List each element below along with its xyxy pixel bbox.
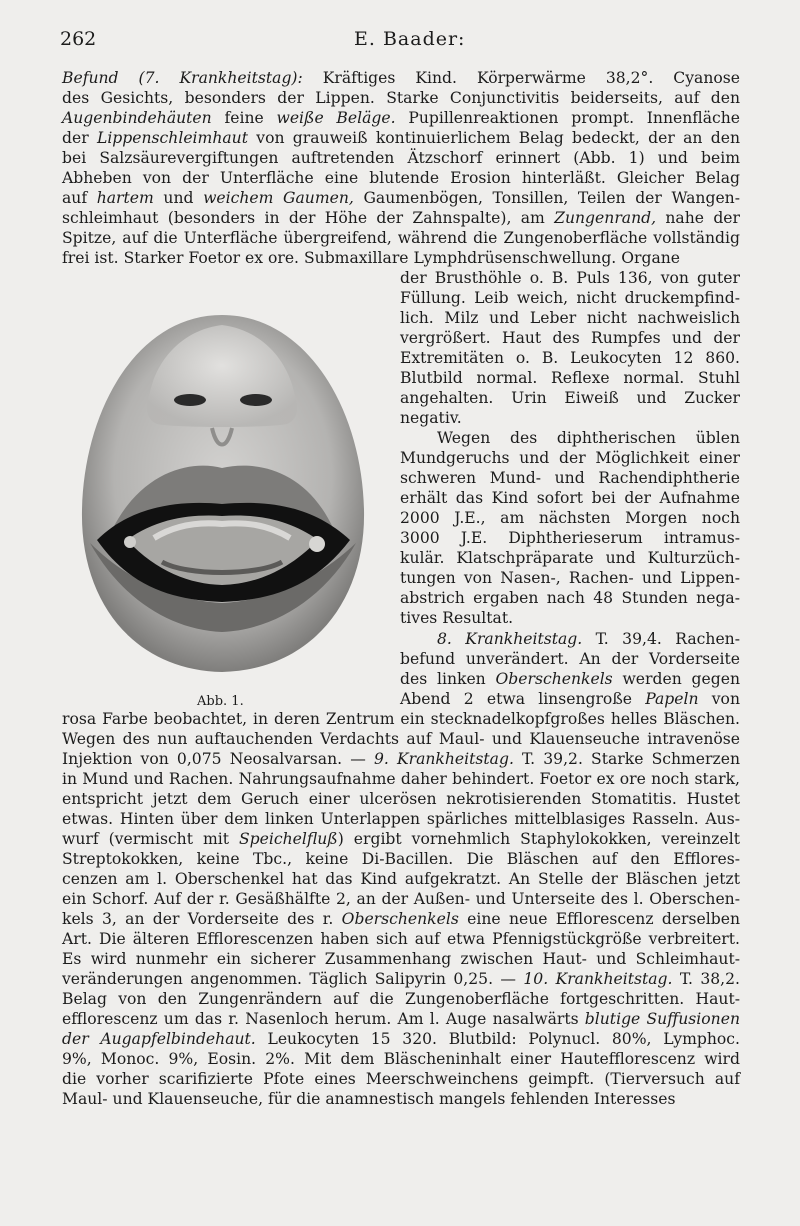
page-number: 262	[60, 28, 97, 50]
text-line: lich. Milz und Leber nicht nachweislich	[400, 309, 740, 327]
text-line: Wegen des diphtherischen üblen	[437, 429, 740, 447]
text-line: 3000 J.E. Diphtherieserum intramus-	[400, 529, 740, 547]
text-line: rosa Farbe beobachtet, in deren Zentrum ein stecknadelkopfgroßes helles Bläschen.	[62, 710, 740, 728]
text-line: in Mund und Rachen. Nahrungsaufnahme daher behindert. Foetor ex ore noch stark,	[62, 770, 740, 788]
text-line: des linken Oberschenkels werden gegen	[400, 670, 740, 688]
text-line: etwas. Hinten über dem linken Unterlappen spärliches mittelblasiges Rasseln. Aus-	[62, 810, 740, 828]
text-line: die vorher scarifizierte Pfote eines Meerschweinchens geimpft. (Tierversuch auf	[62, 1070, 740, 1088]
text-line: des Gesichts, besonders der Lippen. Starke Conjunctivitis beiderseits, auf den	[62, 89, 740, 107]
text-line: Wegen des nun auftauchenden Verdachts auf Maul- und Klauenseuche intravenöse	[62, 730, 740, 748]
text-line: Füllung. Leib weich, nicht druckempfind-	[400, 289, 740, 307]
text-line: Maul- und Klauenseuche, für die anamnestisch mangels fehlenden Interesses	[62, 1090, 676, 1108]
text-line: schweren Mund- und Rachendiphtherie	[400, 469, 740, 487]
text-line: 9%, Monoc. 9%, Eosin. 2%. Mit dem Bläscheninhalt einer Hautefflorescenz wird	[62, 1050, 740, 1068]
text-line: Injektion von 0,075 Neosalvarsan. — 9. Krankheitstag. T. 39,2. Starke Schmerzen	[62, 750, 740, 768]
text-line: kels 3, an der Vorderseite des r. Oberschenkels eine neue Efflorescenz derselben	[62, 910, 740, 928]
text-line: cenzen am l. Oberschenkel hat das Kind aufgekratzt. An Stelle der Bläschen jetzt	[62, 870, 740, 888]
text-line: der Lippenschleimhaut von grauweiß kontinuierlichem Belag bedeckt, der an den	[62, 129, 740, 147]
text-line: Blutbild normal. Reflexe normal. Stuhl	[400, 369, 740, 387]
text-line: tungen von Nasen-, Rachen- und Lippen-	[400, 569, 740, 587]
text-line: wurf (vermischt mit Speichelfluß) ergibt vornehmlich Staphylokokken, vereinzelt	[62, 830, 740, 848]
text-line: Abheben von der Unterfläche eine blutende Erosion hinterläßt. Gleicher Belag	[62, 169, 740, 187]
text-line: tives Resultat.	[400, 609, 514, 627]
text-line: Befund (7. Krankheitstag): Kräftiges Kind. Körperwärme 38,2°. Cyanose	[62, 69, 740, 87]
text-line: erhält das Kind sofort bei der Aufnahme	[400, 489, 740, 507]
text-line: der Brusthöhle o. B. Puls 136, von guter	[400, 269, 740, 287]
text-line: negativ.	[400, 409, 462, 427]
text-line: kulär. Klatschpräparate und Kulturzüch-	[400, 549, 740, 567]
text-line: Extremitäten o. B. Leukocyten 12 860.	[400, 349, 740, 367]
text-line: 2000 J.E., am nächsten Morgen noch	[400, 509, 740, 527]
text-line: Augenbindehäuten feine weiße Beläge. Pupillenreaktionen prompt. Innenfläche	[62, 109, 740, 127]
text-line: angehalten. Urin Eiweiß und Zucker	[400, 389, 740, 407]
text-line: schleimhaut (besonders in der Höhe der Zahnspalte), am Zungenrand, nahe der	[62, 209, 740, 227]
text-line: Spitze, auf die Unterfläche übergreifend, während die Zungenoberfläche vollständig	[62, 229, 740, 247]
text-line: bei Salzsäurevergiftungen auftretenden Ätzschorf erinnert (Abb. 1) und beim	[62, 149, 740, 167]
text-line: abstrich ergaben nach 48 Stunden nega-	[400, 589, 740, 607]
text-line: Abend 2 etwa linsengroße Papeln von	[400, 690, 740, 708]
text-line: der Augapfelbindehaut. Leukocyten 15 320. Blutbild: Polynucl. 80%, Lymphoc.	[62, 1030, 740, 1048]
text-line: frei ist. Starker Foetor ex ore. Submaxillare Lymphdrüsenschwellung. Organe	[62, 249, 681, 267]
text-line: Es wird nunmehr ein sicherer Zusammenhang zwischen Haut- und Schleimhaut-	[62, 950, 740, 968]
text-line: Mundgeruchs und der Möglichkeit einer	[400, 449, 740, 467]
text-line: ein Schorf. Auf der r. Gesäßhälfte 2, an der Außen- und Unterseite des l. Oberschen-	[62, 890, 740, 908]
text-line: entspricht jetzt dem Geruch einer ulcerösen nekrotisierenden Stomatitis. Hustet	[62, 790, 740, 808]
text-line: vergrößert. Haut des Rumpfes und der	[400, 329, 740, 347]
text-line: Belag von den Zungenrändern auf die Zungenoberfläche fortgeschritten. Haut-	[62, 990, 740, 1008]
text-line: Streptokokken, keine Tbc., keine Di-Bacillen. Die Bläschen auf den Efflores-	[62, 850, 740, 868]
text-line: veränderungen angenommen. Täglich Salipyrin 0,25. — 10. Krankheitstag. T. 38,2.	[62, 970, 741, 988]
text-line: 8. Krankheitstag. T. 39,4. Rachen-	[437, 630, 740, 648]
figure-abb-1-mouth-illustration	[72, 300, 372, 680]
text-line: befund unverändert. An der Vorderseite	[400, 650, 740, 668]
running-head-author: E. Baader:	[354, 28, 466, 50]
text-line: auf hartem und weichem Gaumen, Gaumenbögen, Tonsillen, Teilen der Wangen-	[62, 189, 740, 207]
text-line: Art. Die älteren Efflorescenzen haben sich auf etwa Pfennigstückgröße verbreitert.	[62, 930, 740, 948]
mouth-illustration-image	[72, 300, 372, 680]
text-line: efflorescenz um das r. Nasenloch herum. Am l. Auge nasalwärts blutige Suffusionen	[62, 1010, 740, 1028]
running-header	[60, 28, 760, 52]
figure-caption: Abb. 1.	[197, 694, 244, 709]
